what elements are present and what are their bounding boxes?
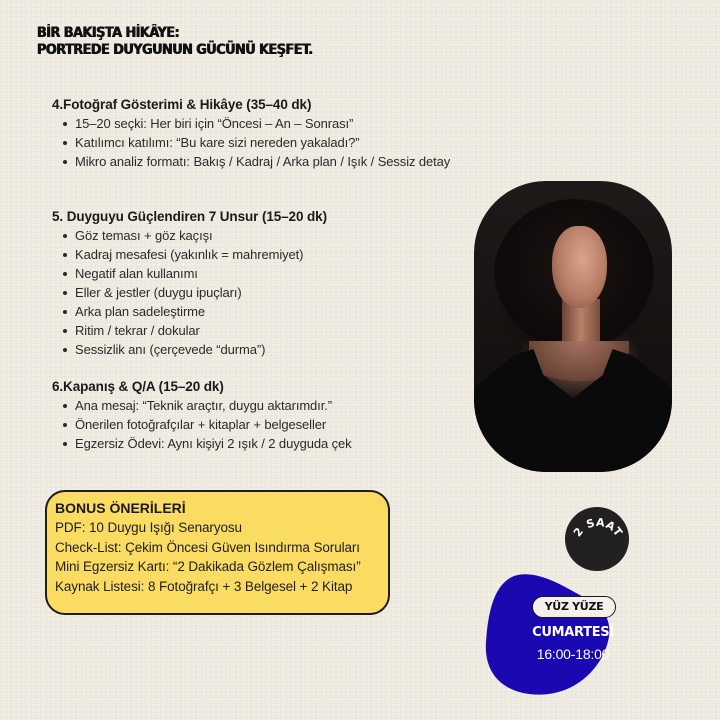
portrait-photo [474,181,672,472]
bonus-item: PDF: 10 Duygu Işığı Senaryosu [55,520,242,535]
duration-badge-arc-text [565,507,629,571]
list-item: 15–20 seçki: Her biri için “Öncesi – An – Sonrası” [63,114,450,133]
section-heading: 4.Fotoğraf Gösterimi & Hikâye (35–40 dk) [52,97,312,112]
title-line-1: BİR BAKIŞTA HİKÂYE: [37,25,180,41]
event-day: CUMARTESİ [532,625,614,640]
bonus-box [45,490,390,615]
duration-label: 2 SAAT [570,515,626,540]
duration-badge [565,507,629,571]
list-item: Önerilen fotoğrafçılar + kitaplar + belgeseller [63,415,352,434]
svg-text:2 SAAT [571,516,625,540]
list-item: Egzersiz Ödevi: Aynı kişiyi 2 ışık / 2 duyguda çek [63,434,352,453]
list-item: Kadraj mesafesi (yakınlık = mahremiyet) [63,245,327,264]
bonus-item: Check-List: Çekim Öncesi Güven Isındırma Soruları [55,539,360,555]
section-closing-qa [52,378,352,453]
list-item: Ana mesaj: “Teknik araçtır, duygu aktarımdır.” [63,396,352,415]
bullet-list [63,226,327,359]
title-line-2: PORTREDE DUYGUNUN GÜCÜNÜ KEŞFET. [37,42,313,58]
list-item: Göz teması + göz kaçışı [63,226,327,245]
format-pill: YÜZ YÜZE [532,596,616,618]
list-item: Mikro analiz formatı: Bakış / Kadraj / Arka plan / Işık / Sessiz detay [63,152,450,171]
bonus-title: BONUS ÖNERİLERİ [55,500,186,516]
section-photo-show [52,96,450,171]
list-item: Ritim / tekrar / dokular [63,321,327,340]
list-item: Sessizlik anı (çerçevede “durma”) [63,340,327,359]
event-time: 16:00-18:00 [536,646,610,662]
bonus-item: Mini Egzersiz Kartı: “2 Dakikada Gözlem Çalışması” [55,559,361,574]
list-item: Eller & jestler (duygu ipuçları) [63,283,327,302]
bullet-list [63,114,450,171]
portrait-face [552,226,607,308]
page-title [37,25,313,59]
section-heading: 5. Duyguyu Güçlendiren 7 Unsur (15–20 dk) [52,209,327,224]
list-item: Arka plan sadeleştirme [63,302,327,321]
section-seven-elements [52,208,327,359]
section-heading: 6.Kapanış & Q/A (15–20 dk) [52,379,224,394]
bullet-list [63,396,352,453]
list-item: Negatif alan kullanımı [63,264,327,283]
bonus-item: Kaynak Listesi: 8 Fotoğrafçı + 3 Belgesel + 2 Kitap [55,578,353,594]
list-item: Katılımcı katılımı: “Bu kare sizi nereden yakaladı?” [63,133,450,152]
